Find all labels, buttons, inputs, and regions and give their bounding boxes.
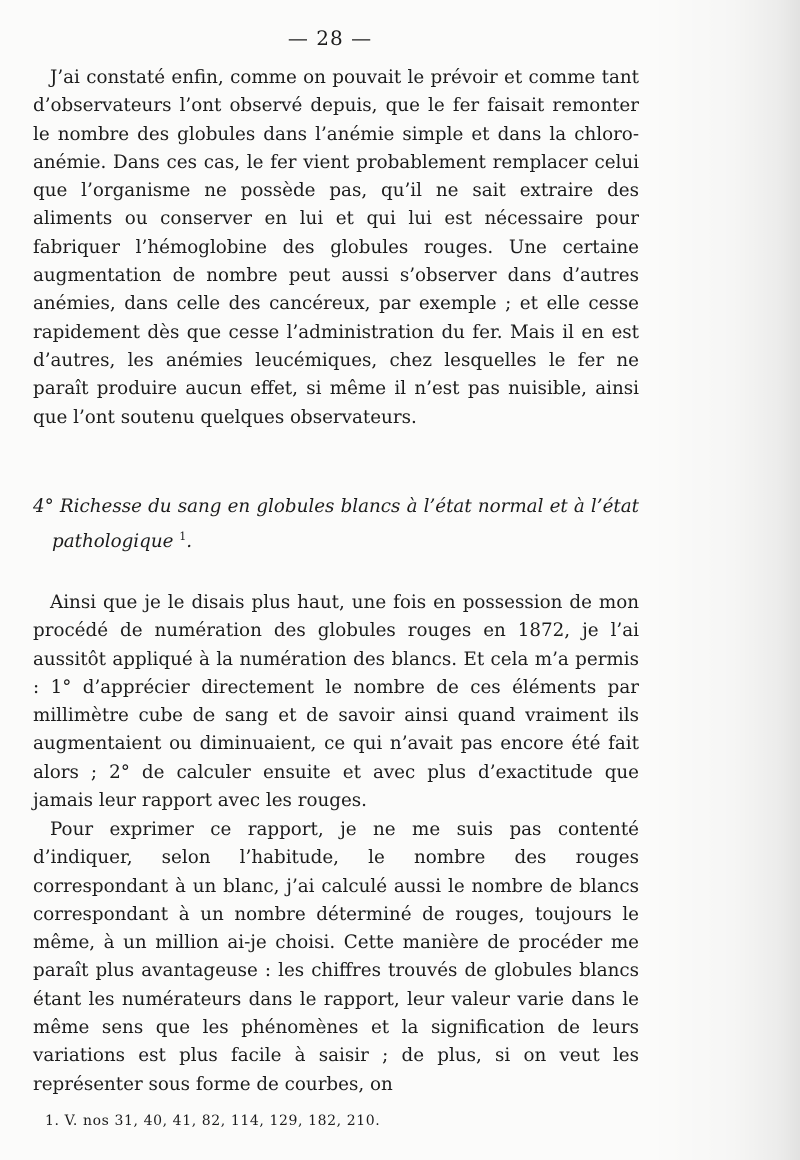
paragraph-iron-anemia xyxy=(33,64,639,432)
paragraph-text: Pour exprimer ce rapport, je ne me suis pas contenté d’indiquer, selon l’habitude, le nombre des rouges correspondant à un blanc, j’ai calculé aussi le nombre de blancs correspondant à un nombre déterminé de rouges, toujours le même, à un million ai-je choisi. Cette manière de procéder me paraît plus avantageuse : les chiffres trouvés de globules blancs étant les numérateurs dans le rapport, leur valeur varie dans le même sens que les phénomènes et la signification de leurs variations est plus facile à saisir ; de plus, si on veut les représenter sous forme de courbes, on xyxy=(33,819,639,1095)
section-heading xyxy=(33,492,639,557)
footnote: 1. V. nos 31, 40, 41, 82, 114, 129, 182, 210. xyxy=(45,1113,381,1129)
paragraph-text: Ainsi que je le disais plus haut, une fois en possession de mon procédé de numération des globules rouges en 1872, je l’ai aussitôt appliqué à la numération des blancs. Et cela m’a permis : 1° d’apprécier directement le nombre de ces éléments par millimètre cube de sang et de savoir ainsi quand vraiment ils augmentaient ou diminuaient, ce qui n’avait pas encore été fait alors ; 2° de calculer ensuite et avec plus d’exactitude que jamais leur rapport avec les rouges. xyxy=(33,592,639,812)
section-heading-line-2-text: pathologique xyxy=(52,531,174,553)
page-number: — 28 — xyxy=(287,26,373,50)
section-heading-line-1: 4° Richesse du sang en globules blancs à l’état normal et à l’état xyxy=(33,496,639,517)
section-heading-line-2: pathologique $^1$. xyxy=(52,530,193,553)
paragraph-white-cell-counting xyxy=(33,589,639,815)
footnote-reference: 1 xyxy=(179,530,187,543)
page-edge-shadow xyxy=(650,0,800,1160)
paragraph-ratio-expression xyxy=(33,816,639,1099)
paragraph-text: J’ai constaté enfin, comme on pouvait le prévoir et comme tant d’observateurs l’ont observé depuis, que le fer faisait remonter le nombre des globules dans l’anémie simple et dans la chloro-anémie. Dans ces cas, le fer vient probablement remplacer celui que l’organisme ne possède pas, qu’il ne sait extraire des aliments ou conserver en lui et qui lui est nécessaire pour fabriquer l’hémoglobine des globules rouges. Une certaine augmentation de nombre peut aussi s’observer dans d’autres anémies, dans celle des cancéreux, par exemple ; et elle cesse rapidement dès que cesse l’administration du fer. Mais il en est d’autres, les anémies leucémiques, chez lesquelles le fer ne paraît produire aucun effet, si même il n’est pas nuisible, ainsi que l’ont soutenu quelques observateurs. xyxy=(33,67,639,428)
